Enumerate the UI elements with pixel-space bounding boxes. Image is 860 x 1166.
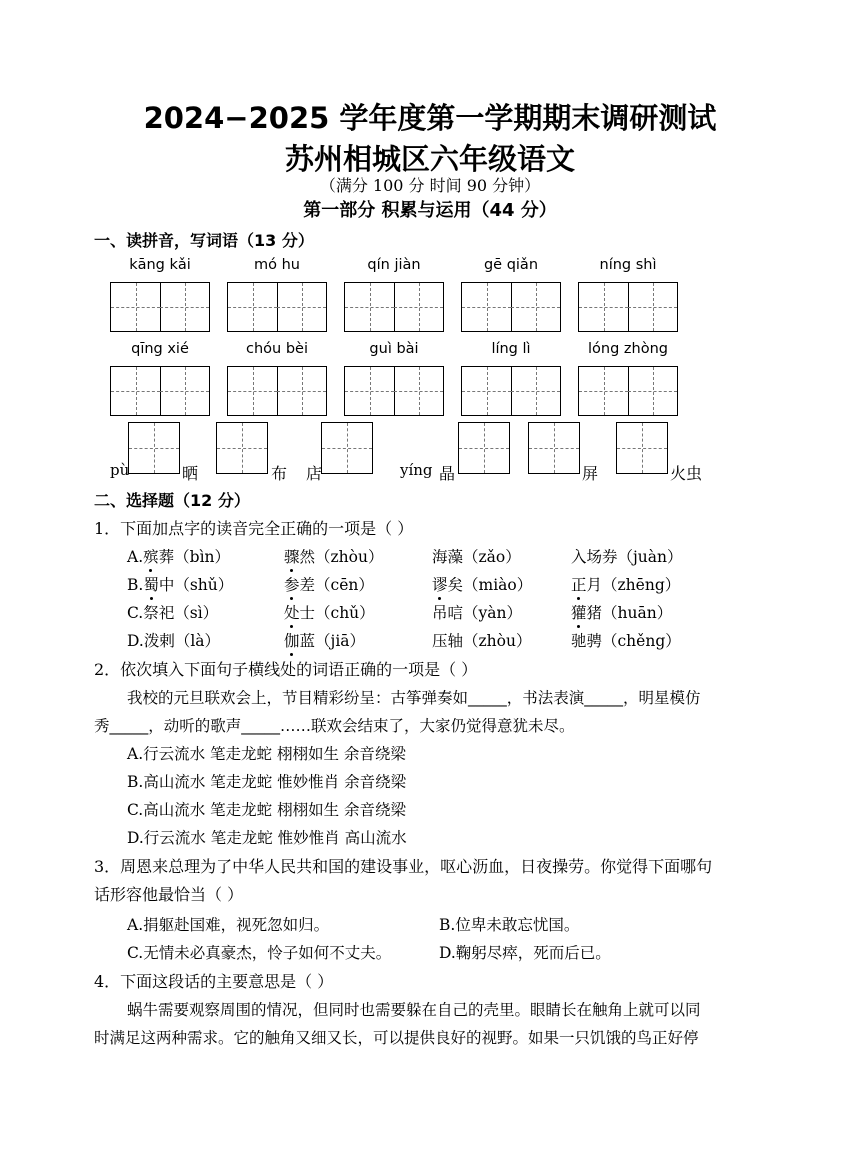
writing-grid[interactable] (461, 366, 561, 416)
passage-line: 我校的元旦联欢会上，节目精彩纷呈：古筝弹奏如_____，书法表演_____，明星模仿 (127, 689, 701, 707)
writing-grid[interactable] (227, 282, 327, 332)
pinyin-label: gē qiǎn (483, 257, 539, 273)
option-item: 参差（cēn） (284, 573, 374, 595)
option-item[interactable]: A.殡葬（bìn） (127, 545, 230, 567)
char-label: 晶 (439, 464, 456, 483)
char-grid[interactable] (528, 422, 580, 474)
pinyin-label: qín jiàn (367, 257, 421, 273)
question-1-stem: 1．下面加点字的读音完全正确的一项是（ ） (94, 519, 414, 538)
option-a[interactable]: A.行云流水 笔走龙蛇 栩栩如生 余音绕梁 (127, 745, 406, 763)
char-label: 店 (306, 464, 323, 483)
option-item: 入场券（juàn） (571, 548, 683, 566)
option-item: 压轴（zhòu） (432, 632, 532, 650)
question-3-stem: 3．周恩来总理为了中华人民共和国的建设事业，呕心沥血，日夜操劳。你觉得下面哪句 (94, 857, 713, 876)
pinyin-label: kāng kǎi (129, 257, 191, 273)
passage-line: 蜗牛需要观察周围的情况，但同时也需要躲在自己的壳里。眼睛长在触角上就可以同 (127, 1001, 701, 1019)
option-d[interactable]: D.鞠躬尽瘁，死而后已。 (439, 944, 611, 962)
pinyin-label: mó hu (254, 257, 300, 273)
exam-subtitle: 苏州相城区六年级语文 (284, 142, 575, 176)
char-grid[interactable] (458, 422, 510, 474)
exam-title: 2024−2025 学年度第一学期期末调研测试 (143, 101, 717, 135)
char-label: 屏 (582, 464, 599, 483)
char-label: 火虫 (670, 464, 703, 483)
writing-grid[interactable] (461, 282, 561, 332)
char-grid[interactable] (321, 422, 373, 474)
pinyin-label: pù (110, 461, 130, 479)
option-d[interactable]: D.行云流水 笔走龙蛇 惟妙惟肖 高山流水 (127, 829, 407, 847)
char-label: 晒 (182, 464, 199, 483)
option-item: 驰骋（chěng） (571, 632, 681, 650)
question-3-stem-cont: 话形容他最恰当（ ） (94, 885, 244, 904)
option-item[interactable]: C.祭祀（sì） (127, 604, 219, 622)
pinyin-label: líng lì (491, 341, 531, 357)
option-item: 伽蓝（jiā） (284, 629, 365, 651)
writing-grid[interactable] (578, 366, 678, 416)
pinyin-label: qīng xié (131, 341, 189, 357)
pinyin-label: lóng zhòng (588, 341, 668, 357)
writing-grid[interactable] (110, 282, 210, 332)
char-grid[interactable] (128, 422, 180, 474)
option-item: 处士（chǔ） (284, 601, 375, 623)
option-item: 吊唁（yàn） (432, 604, 522, 622)
section2-heading: 二、选择题（12 分） (94, 491, 250, 510)
passage-line: 时满足这两种需求。它的触角又细又长，可以提供良好的视野。如果一只饥饿的鸟正好停 (94, 1029, 699, 1047)
option-b[interactable]: B.位卑未敢忘忧国。 (439, 916, 580, 934)
writing-grid[interactable] (110, 366, 210, 416)
writing-grid[interactable] (578, 282, 678, 332)
char-label: 布 (271, 464, 288, 483)
char-grid[interactable] (216, 422, 268, 474)
option-item[interactable]: D.泼剌（là） (127, 632, 221, 650)
pinyin-label: guì bài (369, 341, 419, 357)
section1-heading: 一、读拼音，写词语（13 分） (94, 231, 314, 250)
exam-meta: （满分 100 分 时间 90 分钟） (319, 176, 541, 195)
option-item: 海藻（zǎo） (432, 548, 521, 566)
pinyin-label: chóu bèi (246, 341, 308, 357)
option-item: 正月（zhēng） (571, 573, 680, 595)
option-item: 骤然（zhòu） (284, 545, 383, 567)
part-heading: 第一部分 积累与运用（44 分） (303, 200, 557, 221)
option-b[interactable]: B.高山流水 笔走龙蛇 惟妙惟肖 余音绕梁 (127, 773, 407, 791)
char-grid[interactable] (616, 422, 668, 474)
option-item: 獾猪（huān） (571, 601, 672, 623)
pinyin-label: yíng (400, 461, 433, 479)
writing-grid[interactable] (344, 366, 444, 416)
question-4-stem: 4．下面这段话的主要意思是（ ） (94, 972, 334, 991)
writing-grid[interactable] (227, 366, 327, 416)
question-2-stem: 2．依次填入下面句子横线处的词语正确的一项是（ ） (94, 660, 478, 679)
option-a[interactable]: A.捐躯赴国难，视死忽如归。 (127, 916, 330, 934)
option-c[interactable]: C.无情未必真豪杰，怜子如何不丈夫。 (127, 944, 392, 962)
option-item: 谬矣（miào） (432, 573, 532, 595)
option-c[interactable]: C.高山流水 笔走龙蛇 栩栩如生 余音绕梁 (127, 801, 407, 819)
passage-line: 秀_____，动听的歌声_____……联欢会结束了，大家仍觉得意犹未尽。 (94, 717, 575, 735)
option-item[interactable]: B.蜀中（shǔ） (127, 573, 233, 595)
writing-grid[interactable] (344, 282, 444, 332)
pinyin-label: níng shì (599, 257, 657, 273)
